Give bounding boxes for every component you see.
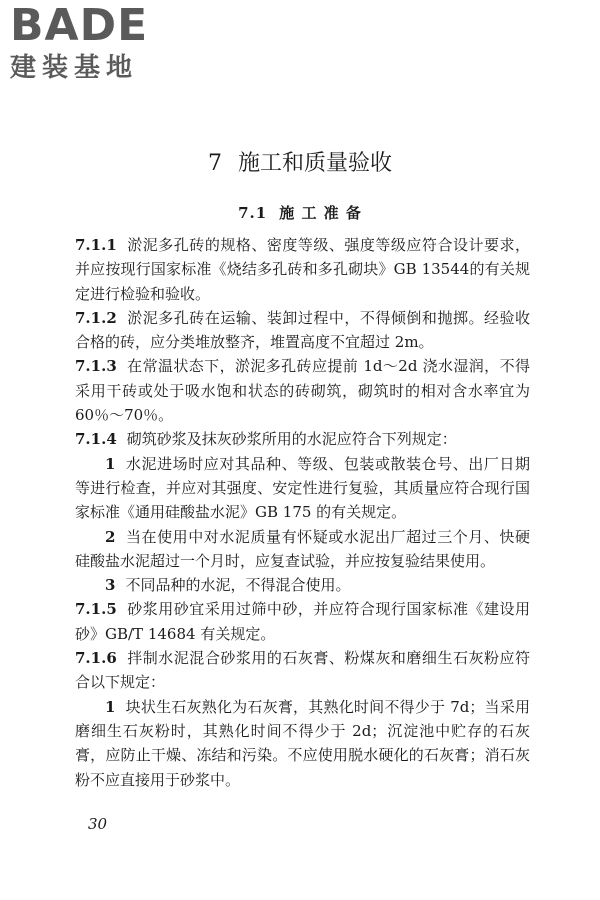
item-number: 3	[105, 576, 116, 595]
item-text: 水泥进场时应对其品种、等级、包装或散装仓号、出厂日期等进行检查，并应对其强度、安定性进行复验，其质量应符合现行国家标准《通用硅酸盐水泥》GB 175 的有关规定。	[75, 454, 530, 522]
clause-number: 7.1.3	[75, 357, 117, 376]
clause-text: 淤泥多孔砖在运输、装卸过程中，不得倾倒和抛掷。经验收合格的砖，应分类堆放整齐，堆置高度不宜超过 2m。	[75, 308, 530, 352]
section-heading	[0, 201, 600, 225]
clause-text: 拌制水泥混合砂浆用的石灰膏、粉煤灰和磨细生石灰粉应符合以下规定：	[75, 649, 530, 692]
clause-number: 7.1.5	[75, 600, 117, 619]
chapter-number: 7	[207, 151, 222, 176]
item-text: 当在使用中对水泥质量有怀疑或水泥出厂超过三个月、快硬硅酸盐水泥超过一个月时，应复查试验，并应按复验结果使用。	[75, 527, 530, 570]
document-body	[75, 233, 530, 792]
clause-number: 7.1.1	[75, 236, 117, 254]
clause-7-1-4	[75, 427, 530, 451]
section-title: 施 工 准 备	[279, 204, 362, 222]
clause-text: 淤泥多孔砖的规格、密度等级、强度等级应符合设计要求，并应按现行国家标准《烧结多孔砖和多孔砌块》GB 13544的有关规定进行检验和验收。	[75, 236, 530, 303]
list-item	[75, 452, 530, 525]
clause-7-1-2	[75, 306, 530, 355]
clause-7-1-1	[75, 233, 530, 306]
clause-7-1-3	[75, 354, 530, 427]
clause-text: 在常温状态下，淤泥多孔砖应提前 1d～2d 浇水湿润，不得采用干砖或处于吸水饱和状态的砖砌筑，砌筑时的相对含水率宜为 60％～70％。	[75, 357, 530, 425]
clause-number: 7.1.6	[75, 649, 117, 668]
publisher-logo	[10, 2, 148, 84]
clause-text: 砌筑砂浆及抹灰砂浆所用的水泥应符合下列规定：	[126, 430, 457, 449]
item-number: 2	[105, 527, 116, 546]
clause-7-1-5	[75, 597, 530, 646]
clause-number: 7.1.2	[75, 308, 117, 327]
item-text: 不同品种的水泥，不得混合使用。	[125, 576, 351, 595]
list-item	[75, 695, 530, 792]
item-number: 1	[105, 454, 116, 473]
chapter-title: 施工和质量验收	[237, 151, 392, 176]
logo-wordmark: BADE	[10, 0, 149, 51]
page-number: 30	[88, 815, 108, 833]
clause-number: 7.1.4	[75, 430, 117, 449]
section-number: 7.1	[238, 204, 268, 222]
clause-text: 砂浆用砂宜采用过筛中砂，并应符合现行国家标准《建设用砂》GB/T 14684 有关规定。	[75, 600, 530, 643]
item-text: 块状生石灰熟化为石灰膏，其熟化时间不得少于 7d；当采用磨细生石灰粉时，其熟化时间不得少于 2d；沉淀池中贮存的石灰膏，应防止干燥、冻结和污染。不应使用脱水硬化的石灰膏；消石灰粉不应直接用于砂浆中。	[75, 697, 530, 789]
item-number: 1	[105, 697, 116, 716]
list-item	[75, 573, 530, 597]
chapter-heading	[0, 148, 600, 180]
clause-7-1-6	[75, 646, 530, 695]
list-item	[75, 525, 530, 574]
logo-chinese-name: 建装基地	[10, 53, 139, 83]
